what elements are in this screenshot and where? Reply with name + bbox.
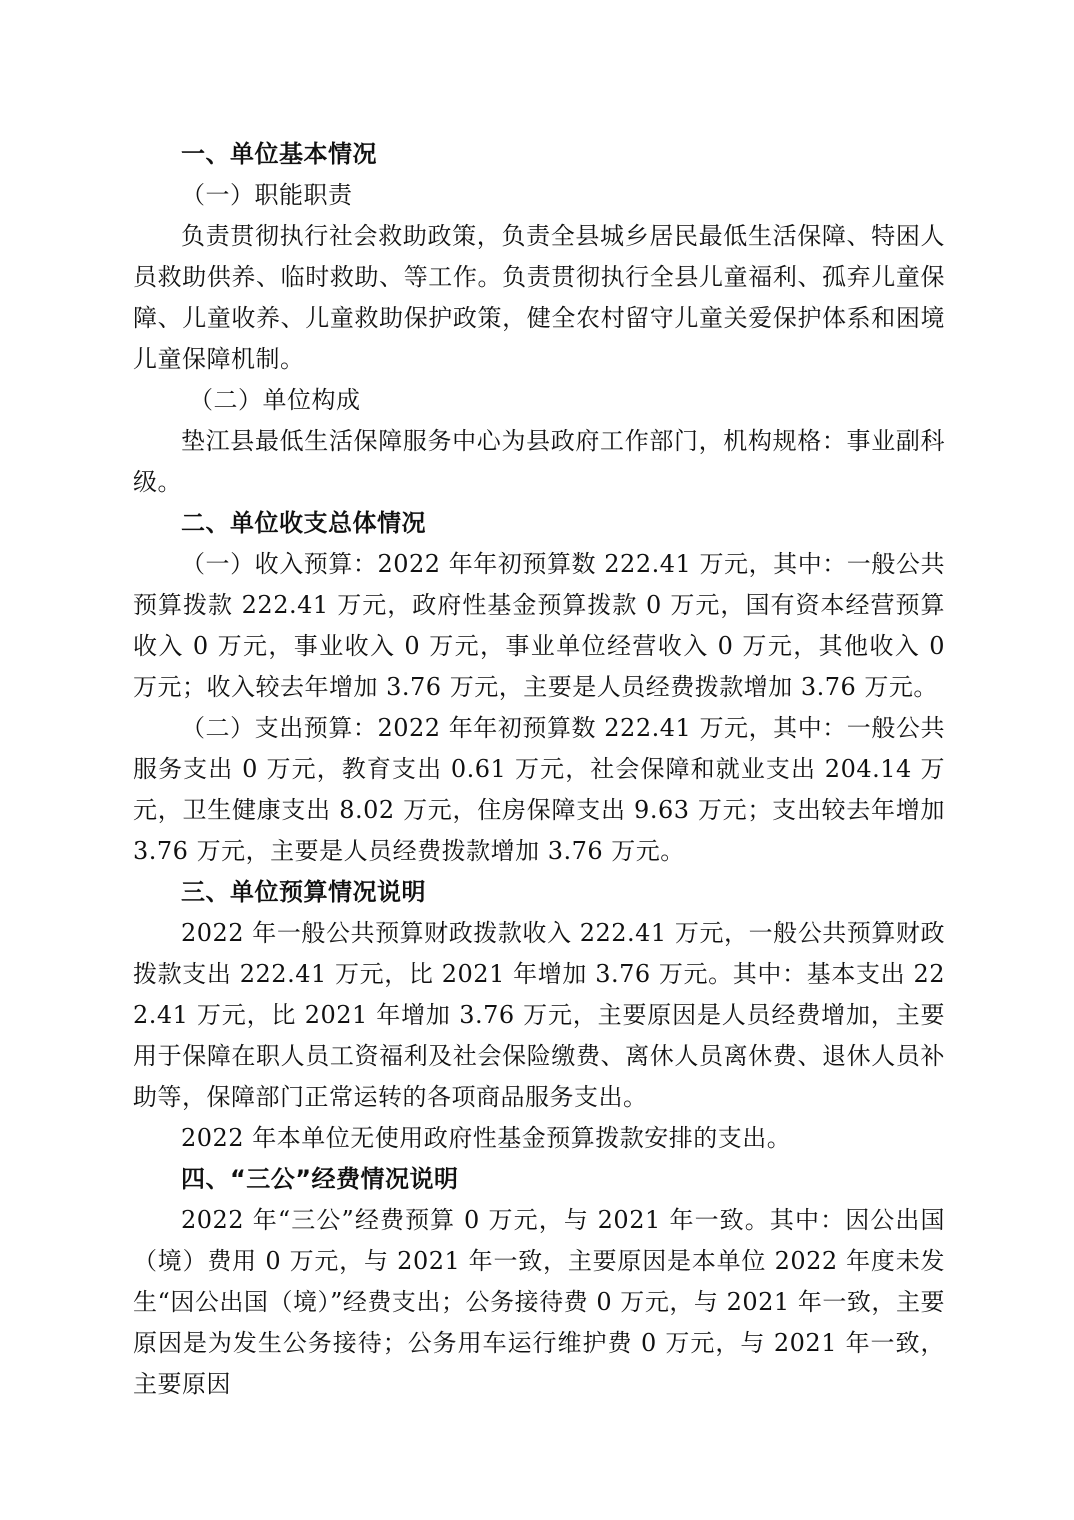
subheading-functions: （一）职能职责	[181, 181, 353, 209]
paragraph-functions: 负责贯彻执行社会救助政策，负责全县城乡居民最低生活保障、特困人员救助供养、临时救助、等工作。负责贯彻执行全县儿童福利、孤弃儿童保障、儿童收养、儿童救助保护政策，健全农村留守儿童关爱保护体系和困境儿童保障机制。	[133, 222, 945, 373]
paragraph-budget-notes: 2022 年一般公共预算财政拨款收入 222.41 万元，一般公共预算财政拨款支出 222.41 万元，比 2021 年增加 3.76 万元。其中：基本支出 222.41 万元，比 2021 年增加 3.76 万元，主要原因是人员经费增加，主要用于保障在职人员工资福利及社会保险缴费、离休人员离休费、退休人员补助等，保障部门正常运转的各项商品服务支出。	[133, 919, 945, 1111]
subheading-composition: （二）单位构成	[189, 386, 361, 414]
paragraph-expense-budget: （二）支出预算：2022 年年初预算数 222.41 万元，其中：一般公共服务支出 0 万元，教育支出 0.61 万元，社会保障和就业支出 204.14 万元，卫生健康支出 8.02 万元，住房保障支出 9.63 万元；支出较去年增加 3.76 万元，主要是人员经费拨款增加 3.76 万元。	[133, 714, 945, 865]
section-heading-three-public: 四、“三公”经费情况说明	[181, 1165, 459, 1193]
paragraph-income-budget: （一）收入预算：2022 年年初预算数 222.41 万元，其中：一般公共预算拨款 222.41 万元，政府性基金预算拨款 0 万元，国有资本经营预算收入 0 万元，事业收入 0 万元，事业单位经营收入 0 万元，其他收入 0 万元；收入较去年增加 3.76 万元，主要是人员经费拨款增加 3.76 万元。	[133, 550, 945, 701]
section-heading-basic-info: 一、单位基本情况	[181, 140, 377, 168]
paragraph-composition: 垫江县最低生活保障服务中心为县政府工作部门，机构规格：事业副科级。	[133, 427, 945, 496]
section-heading-budget-notes: 三、单位预算情况说明	[181, 878, 426, 906]
paragraph-three-public: 2022 年“三公”经费预算 0 万元，与 2021 年一致。其中：因公出国（境）费用 0 万元，与 2021 年一致，主要原因是本单位 2022 年度未发生“因公出国（境）”经费支出；公务接待费 0 万元，与 2021 年一致，主要原因是为发生公务接待；公务用车运行维护费 0 万元，与 2021 年一致，主要原因	[133, 1206, 945, 1398]
section-heading-income-expense: 二、单位收支总体情况	[181, 509, 426, 537]
document-body	[133, 134, 945, 1405]
paragraph-fund-budget: 2022 年本单位无使用政府性基金预算拨款安排的支出。	[181, 1124, 792, 1152]
